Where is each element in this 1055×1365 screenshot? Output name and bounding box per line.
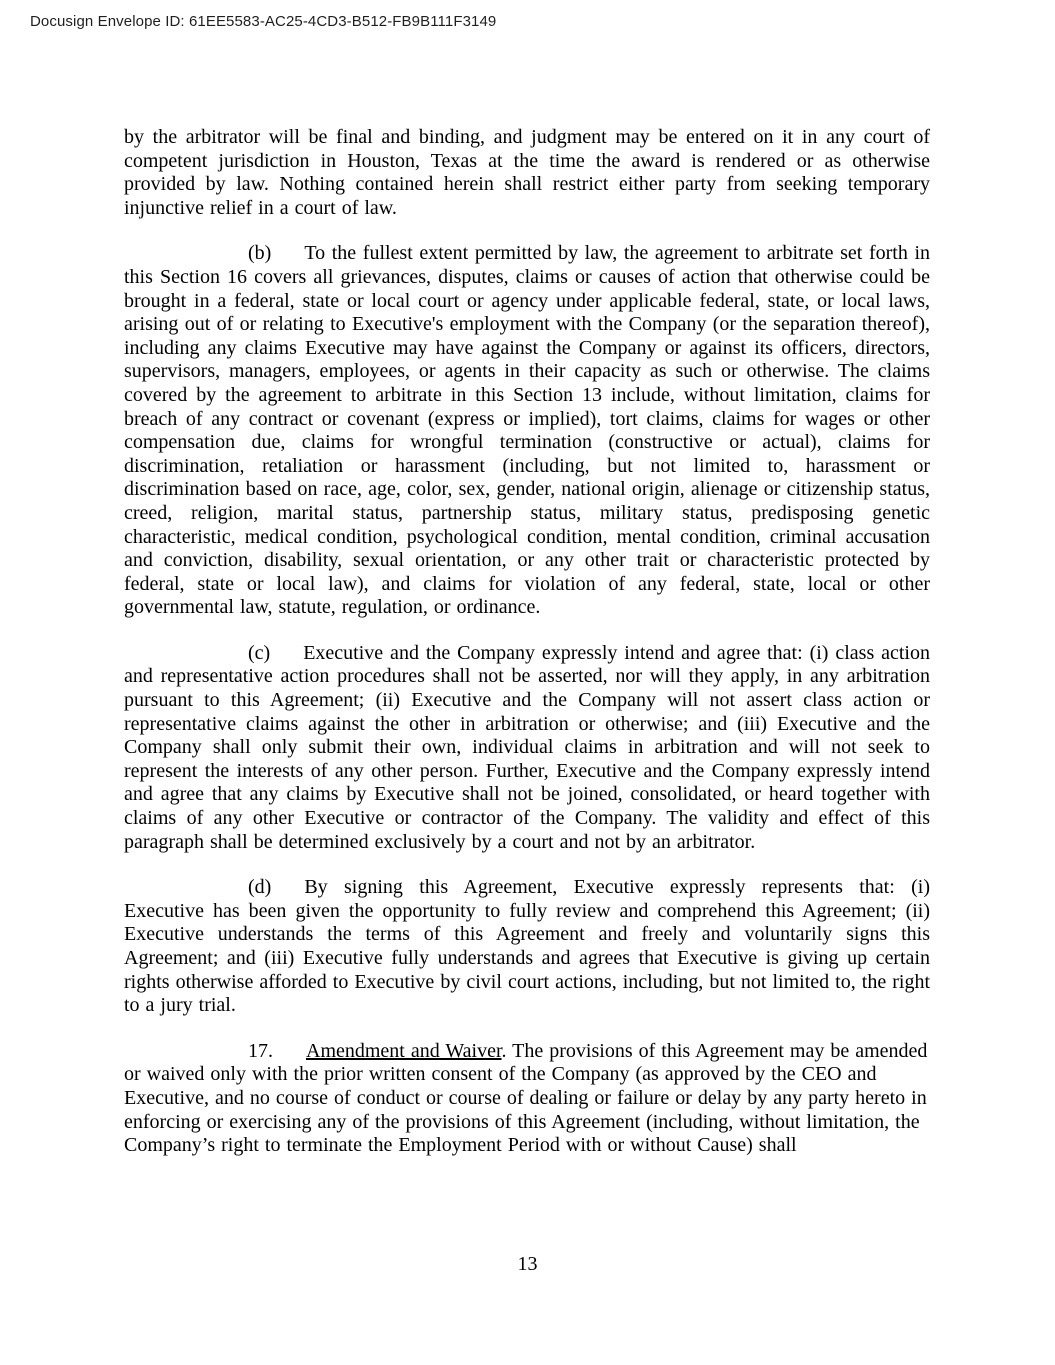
section-heading: Amendment and Waiver: [306, 1039, 502, 1062]
paragraph-text: . The provisions of this Agreement may be amended or waived only with the prior written consent of the Company (as approved by the CEO and Executive, and no course of conduct or course of dealing or failure or delay by any party hereto in enforcing or exercising any of the provisions of this Agreement (including, without limitation, the Company’s right to terminate the Employment Period with or without Cause) shall: [124, 1039, 928, 1157]
paragraph-text: To the fullest extent permitted by law, the agreement to arbitrate set forth in this Section 16 covers all grievances, disputes, claims or causes of action that otherwise could be brought in a federal, state or local court or agency under applicable federal, state, or local laws, arising out of or relating to Executive's employment with the Company (or the separation thereof), including any claims Executive may have against the Company or against its officers, directors, supervisors, managers, employees, or agents in their capacity as such or otherwise. The claims covered by the agreement to arbitrate in this Section 13 include, without limitation, claims for breach of any contract or covenant (express or implied), tort claims, claims for wages or other compensation due, claims for wrongful termination (constructive or actual), claims for discrimination, retaliation or harassment (including, but not limited to, harassment or discrimination based on race, age, color, sex, gender, national origin, alienage or citizenship status, creed, religion, marital status, partnership status, military status, predisposing genetic characteristic, medical condition, psychological condition, mental condition, criminal accusation and conviction, disability, sexual orientation, or any other trait or characteristic protected by federal, state or local law), and claims for violation of any federal, state, local or other governmental law, statute, regulation, or ordinance.: [124, 242, 930, 619]
paragraph-c: [124, 642, 930, 854]
paragraph-label: 17.: [248, 1039, 273, 1062]
paragraph-label: (d): [248, 876, 272, 899]
paragraph-continuation: [124, 126, 930, 220]
paragraph-d: [124, 876, 930, 1018]
paragraph-text: By signing this Agreement, Executive expressly represents that: (i) Executive has been given the opportunity to fully review and comprehend this Agreement; (ii) Executive understands the terms of this Agreement and freely and voluntarily signs this Agreement; and (iii) Executive fully understands and agrees that Executive is giving up certain rights otherwise afforded to Executive by civil court actions, including, but not limited to, the right to a jury trial.: [124, 876, 930, 1017]
paragraph-label: (c): [248, 641, 271, 664]
docusign-envelope-id: Docusign Envelope ID: 61EE5583-AC25-4CD3-B512-FB9B111F3149: [30, 13, 497, 30]
paragraph-text: Executive and the Company expressly intend and agree that: (i) class action and representative action procedures shall not be asserted, nor will they apply, in any arbitration pursuant to this Agreement; (ii) Executive and the Company will not assert class action or representative claims against the other in arbitration or otherwise; and (iii) Executive and the Company shall only submit their own, individual claims in arbitration and will not seek to represent the interests of any other person. Further, Executive and the Company expressly intend and agree that any claims by Executive shall not be joined, consolidated, or heard together with claims of any other Executive or contractor of the Company. The validity and effect of this paragraph shall be determined exclusively by a court and not by an arbitrator.: [124, 641, 930, 853]
paragraph-text: by the arbitrator will be final and binding, and judgment may be entered on it in any court of competent jurisdiction in Houston, Texas at the time the award is rendered or as otherwise provided by law. Nothing contained herein shall restrict either party from seeking temporary injunctive relief in a court of law.: [124, 126, 930, 219]
paragraph-17: [124, 1040, 930, 1158]
paragraph-b: [124, 242, 930, 620]
paragraph-label: (b): [248, 242, 272, 265]
page-number: 13: [517, 1253, 538, 1275]
document-body: [124, 126, 930, 1180]
